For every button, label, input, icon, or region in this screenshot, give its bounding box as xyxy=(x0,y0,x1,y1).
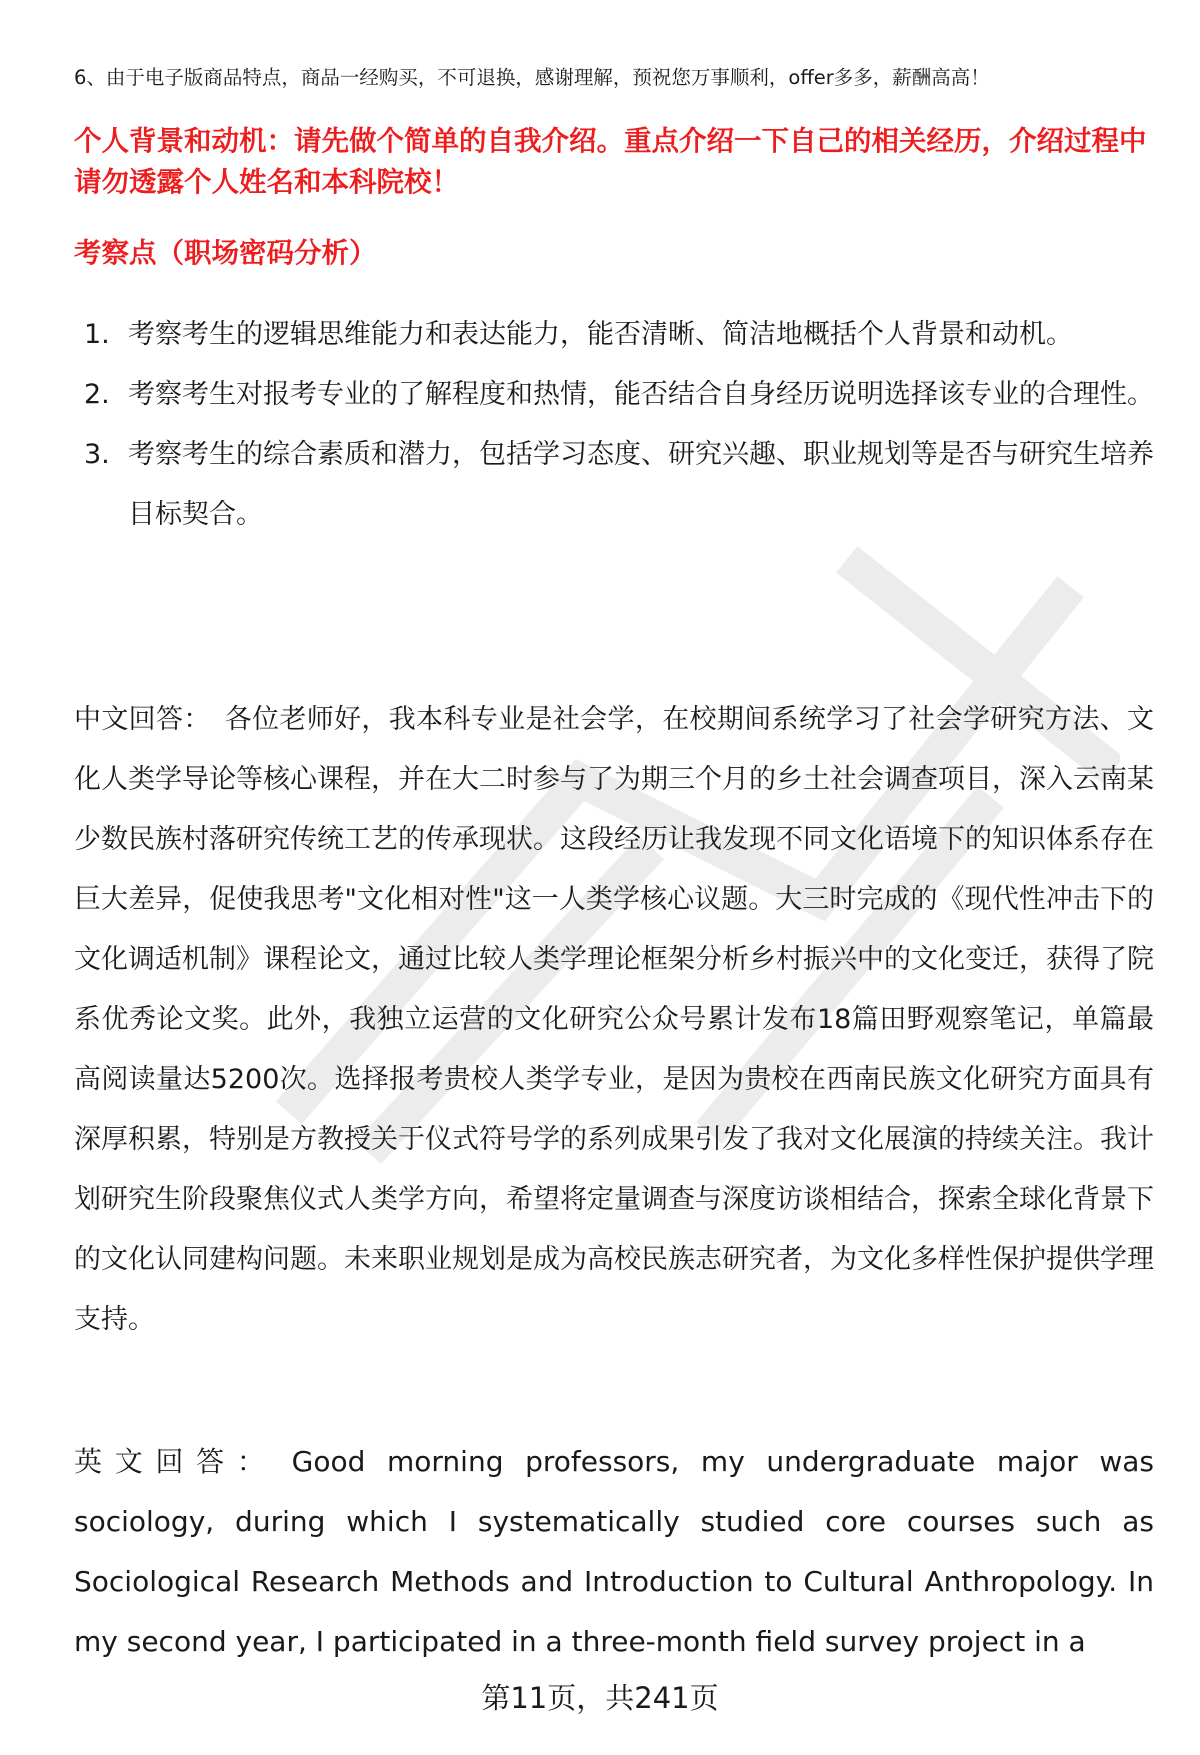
list-item-text: 考察考生的综合素质和潜力，包括学习态度、研究兴趣、职业规划等是否与研究生培养目标契合。 xyxy=(128,439,1154,530)
list-item xyxy=(84,305,1154,365)
list-item xyxy=(84,425,1154,545)
list-item-number: 1. xyxy=(84,319,110,350)
list-item xyxy=(84,365,1154,425)
chinese-answer xyxy=(74,690,1154,1350)
question-heading: 个人背景和动机：请先做个简单的自我介绍。重点介绍一下自己的相关经历，介绍过程中请勿透露个人姓名和本科院校！ xyxy=(74,125,1147,198)
list-item-text: 考察考生的逻辑思维能力和表达能力，能否清晰、简洁地概括个人背景和动机。 xyxy=(128,319,1073,350)
english-answer xyxy=(74,1432,1154,1672)
assessment-points-list xyxy=(84,305,1154,545)
list-item-number: 3. xyxy=(84,439,110,470)
assessment-points-heading: 考察点（职场密码分析） xyxy=(74,237,377,269)
page-footer: 第11页，共241页 xyxy=(481,1681,719,1715)
list-item-text: 考察考生对报考专业的了解程度和热情，能否结合自身经历说明选择该专业的合理性。 xyxy=(128,379,1154,410)
english-answer-label: 英文回答： xyxy=(74,1445,278,1478)
chinese-answer-label: 中文回答： xyxy=(74,704,211,735)
english-answer-text: Good morning professors, my undergraduate major was sociology, during which I systematically studied core courses such as Sociological Research Methods and Introduction to Cultural Anthropology. In my second year, I participated in a three-month field survey project in a xyxy=(74,1445,1154,1658)
purchase-notice: 6、由于电子版商品特点，商品一经购买，不可退换，感谢理解，预祝您万事顺利，offer多多，薪酬高高！ xyxy=(74,66,990,89)
chinese-answer-text: 各位老师好，我本科专业是社会学，在校期间系统学习了社会学研究方法、文化人类学导论等核心课程，并在大二时参与了为期三个月的乡土社会调查项目，深入云南某少数民族村落研究传统工艺的传承现状。这段经历让我发现不同文化语境下的知识体系存在巨大差异，促使我思考"文化相对性"这一人类学核心议题。大三时完成的《现代性冲击下的文化调适机制》课程论文，通过比较人类学理论框架分析乡村振兴中的文化变迁，获得了院系优秀论文奖。此外，我独立运营的文化研究公众号累计发布18篇田野观察笔记，单篇最高阅读量达5200次。选择报考贵校人类学专业，是因为贵校在西南民族文化研究方面具有深厚积累，特别是方教授关于仪式符号学的系列成果引发了我对文化展演的持续关注。我计划研究生阶段聚焦仪式人类学方向，希望将定量调查与深度访谈相结合，探索全球化背景下的文化认同建构问题。未来职业规划是成为高校民族志研究者，为文化多样性保护提供学理支持。 xyxy=(74,704,1155,1335)
list-item-number: 2. xyxy=(84,379,110,410)
